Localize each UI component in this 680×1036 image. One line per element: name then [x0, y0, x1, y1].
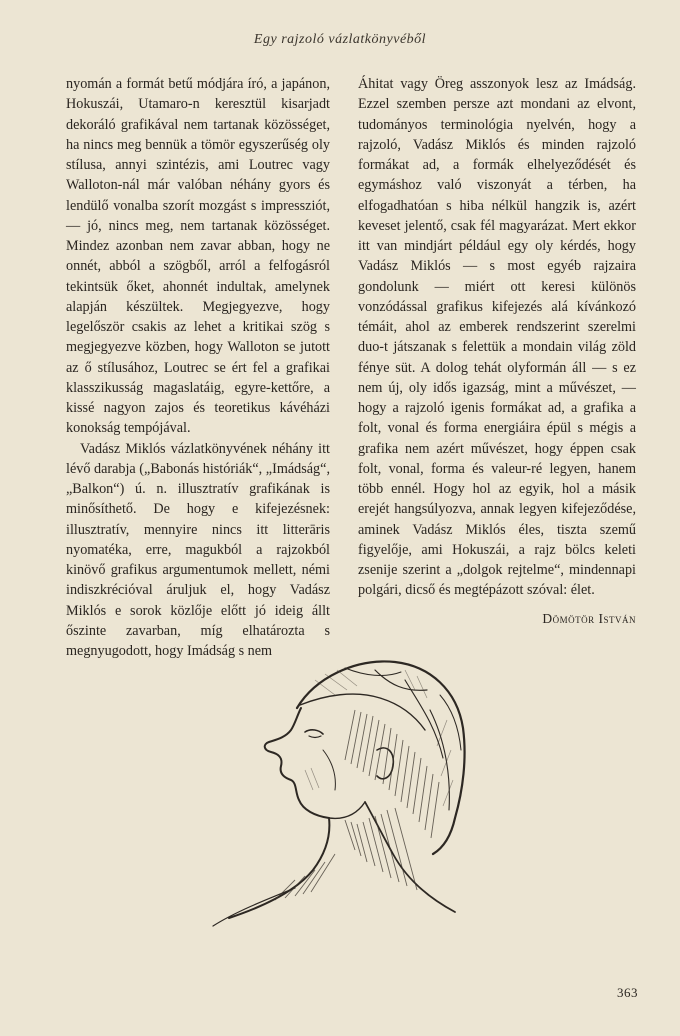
- old-woman-sketch-illustration: [205, 650, 477, 930]
- right-column: [358, 74, 636, 629]
- page-number: 363: [617, 985, 638, 1000]
- paragraph: Áhitat vagy Öreg asszonyok lesz az Imádság. Ezzel szemben persze azt mondani az elvont, tudományos terminológia nyelvén, hogy a rajzoló, Vadász Miklós és minden rajzoló formákat ad, a formák elhelyeződését és egymáshoz való viszonyát a térben, ha elfogadhatóan s hiba nélkül hangzik is, azért keveset jelentő, csak fél magyarázat. Mert ekkor itt van mindjárt például egy oly kérdés, hogy Vadász Miklós — s most egyéb rajzaira gondolunk — miért ott keresi különös vonzódással grafikus kifejezés alá kívánkozó témáit, ahol az emberek rendszerint szerelmi duo-t játszanak s felettük a mondain világ zöld fénye süt. A dolog tehát olyformán áll — s ez nem új, oly idős igazság, mint a művészet, — hogy a rajzoló igenis formákat ad, a grafika a folt, vonal és forma energiáira épül s mégis a grafika nem azért művészet, hogy éppen csak folt, vonal, forma és valeur-ré legyen, hanem több ennél. Hogy hol az egyik, hol a másik erejét hangsúlyozva, annak legyen kifejeződése, aminek Vadász Miklós éles, tiszta szemű figyelője, ami Hokuszái, a rajz bölcs keleti zsenije szerint a „dolgok rejtelme“, mindennapi polgári, dicső és megtépázott szóval: élet.: [358, 76, 636, 599]
- author-signature: Dömötör István: [542, 610, 636, 626]
- left-column: [66, 74, 330, 661]
- running-header: Egy rajzoló vázlatkönyvéből: [253, 32, 427, 47]
- paragraph: Vadász Miklós vázlatkönyvének néhány itt lévő darabja („Babonás históriák“, „Imádság“, „Balkon“) ú. n. illusztratív grafikának is minősíthető. De hogy e kifejezésnek: illusztratív, mennyire nincs itt litterāris nyomatéka, erre, magukból a rajzokból kinövő grafikus argumentumok mellett, némi indiszkrécióval áruljuk el, hogy Vadász Miklós e sorok közlője előtt jó ideig állt őszinte zavarban, míg elhatározta s megnyugodott, hogy Imádság s nem: [66, 440, 330, 659]
- paragraph: nyomán a formát betű módjára író, a japánon, Hokuszái, Utamaro-n keresztül kisarjadt dekoráló grafikával nem tartanak közösséget, ha nincs meg bennük a tömör egyszerűség oly stílusa, annyi szintézis, ami Loutrec vagy Walloton-nál már valóban néhány gyors és lendülő vonalba szorít mozgást s impressziót, — jó, nincs meg, nem tartanak közösséget. Mindez azonban nem zavar abban, hogy ne onnét, abból a szögből, arról a felfogásról tekintsük őket, ahonnét indultak, amelynek alapján készültek. Megjegyezve, hogy legelőször csakis az lehet a kritikai szög s megjegyezve közben, hogy Walloton se jutott az ő stílusához, Loutrec se ért fel a grafikai klasszikusság magaslatáig, egyre-kettőre, a kissé nagyon zajos és teoretikus kávéházi konokság tempójával.: [66, 76, 330, 437]
